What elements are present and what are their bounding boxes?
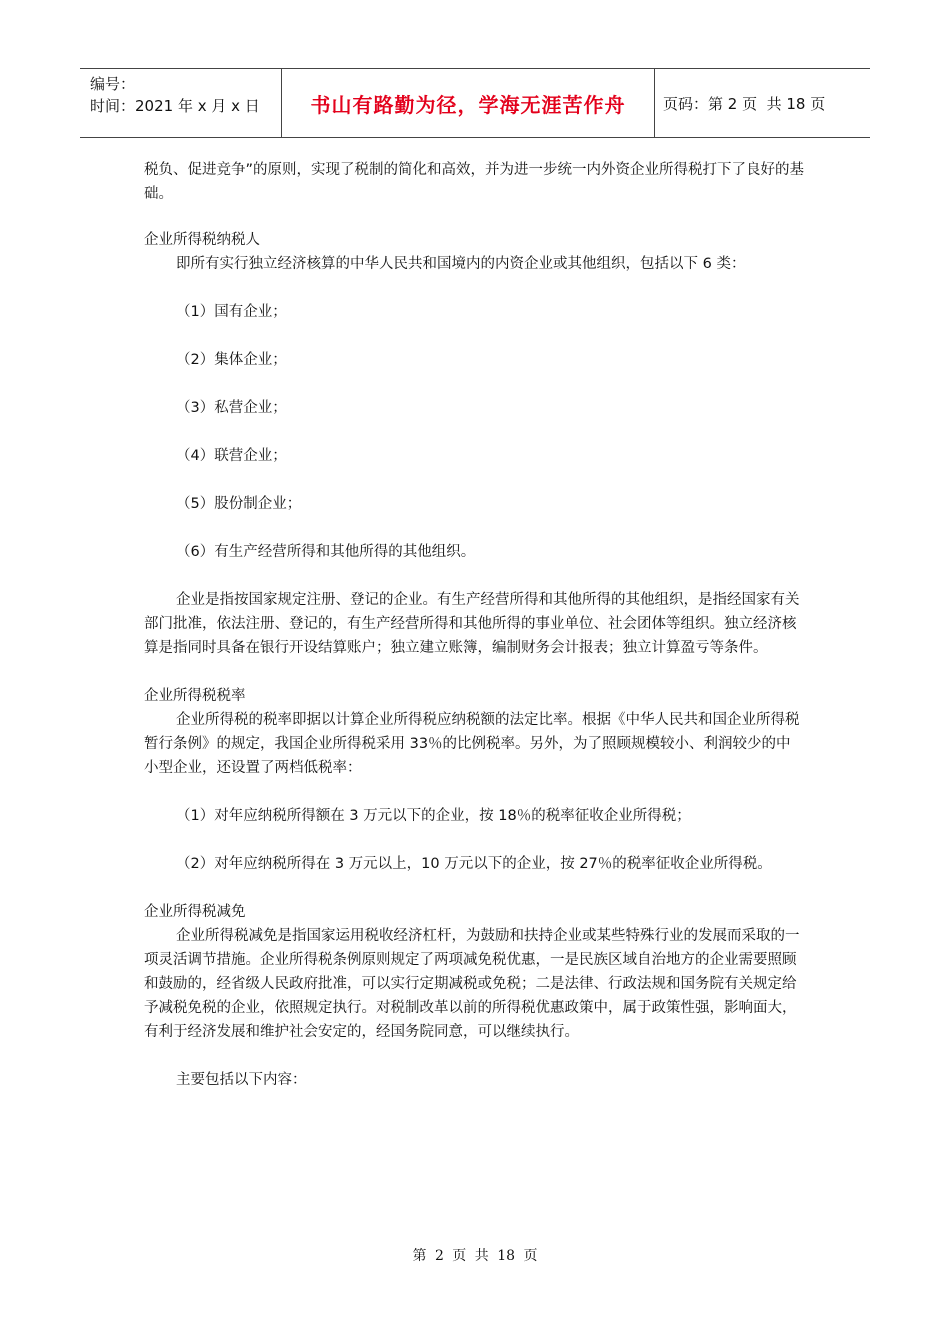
document-body (144, 158, 804, 1092)
paragraph-intro: 税负、促进竞争”的原则，实现了税制的简化和高效，并为进一步统一内外资企业所得税打下了良好的基础。 (144, 162, 805, 202)
taxpayer-item: （6）有生产经营所得和其他所得的其他组织。 (176, 544, 476, 560)
taxpayer-item: （5）股份制企业； (176, 496, 302, 512)
paragraph-reduction: 企业所得税减免是指国家运用税收经济杠杆，为鼓励和扶持企业或某些特殊行业的发展而采取的一项灵活调节措施。企业所得税条例原则规定了两项减免税优惠，一是民族区域自治地方的企业需要照顾和鼓励的，经省级人民政府批准，可以实行定期减税或免税；二是法律、行政法规和国务院有关规定给予减税免税的企业，依照规定执行。对税制改革以前的所得税优惠政策中，属于政策性强，影响面大，有利于经济发展和维护社会安定的，经国务院同意，可以继续执行。 (144, 928, 800, 1040)
time-label: 时间：2021 年 x 月 x 日 (90, 97, 260, 115)
paragraph-rate: 企业所得税的税率即据以计算企业所得税应纳税额的法定比率。根据《中华人民共和国企业所得税暂行条例》的规定，我国企业所得税采用 33％的比例税率。另外，为了照顾规模较小、利润较少的中小型企业，还设置了两档低税率： (144, 712, 800, 776)
paragraph-taxpayer: 即所有实行独立经济核算的中华人民共和国境内的内资企业或其他组织，包括以下 6 类： (176, 256, 746, 272)
rate-item: （1）对年应纳税所得额在 3 万元以下的企业，按 18％的税率征收企业所得税； (176, 808, 691, 824)
taxpayer-item: （1）国有企业； (176, 304, 287, 320)
header-page-info: 页码：第 2 页 共 18 页 (663, 94, 826, 113)
heading-reduction: 企业所得税减免 (144, 904, 246, 920)
heading-taxpayer: 企业所得税纳税人 (144, 232, 260, 248)
paragraph-definition: 企业是指按国家规定注册、登记的企业。有生产经营所得和其他所得的其他组织，是指经国家有关部门批准，依法注册、登记的，有生产经营所得和其他所得的事业单位、社会团体等组织。独立经济核算是指同时具备在银行开设结算账户；独立建立账簿，编制财务会计报表；独立计算盈亏等条件。 (144, 592, 800, 656)
paragraph-main-contents: 主要包括以下内容： (176, 1072, 307, 1088)
header-meta (80, 69, 282, 137)
heading-rate: 企业所得税税率 (144, 688, 246, 704)
taxpayer-item: （3）私营企业； (176, 400, 287, 416)
page-header (80, 68, 870, 138)
taxpayer-item: （4）联营企业； (176, 448, 287, 464)
number-label: 编号： (90, 75, 136, 93)
taxpayer-item: （2）集体企业； (176, 352, 287, 368)
page-footer: 第 2 页 共 18 页 (412, 1248, 538, 1264)
header-motto: 书山有路勤为径，学海无涯苦作舟 (282, 69, 655, 137)
rate-item: （2）对年应纳税所得在 3 万元以上，10 万元以下的企业，按 27％的税率征收企业所得税。 (176, 856, 772, 872)
